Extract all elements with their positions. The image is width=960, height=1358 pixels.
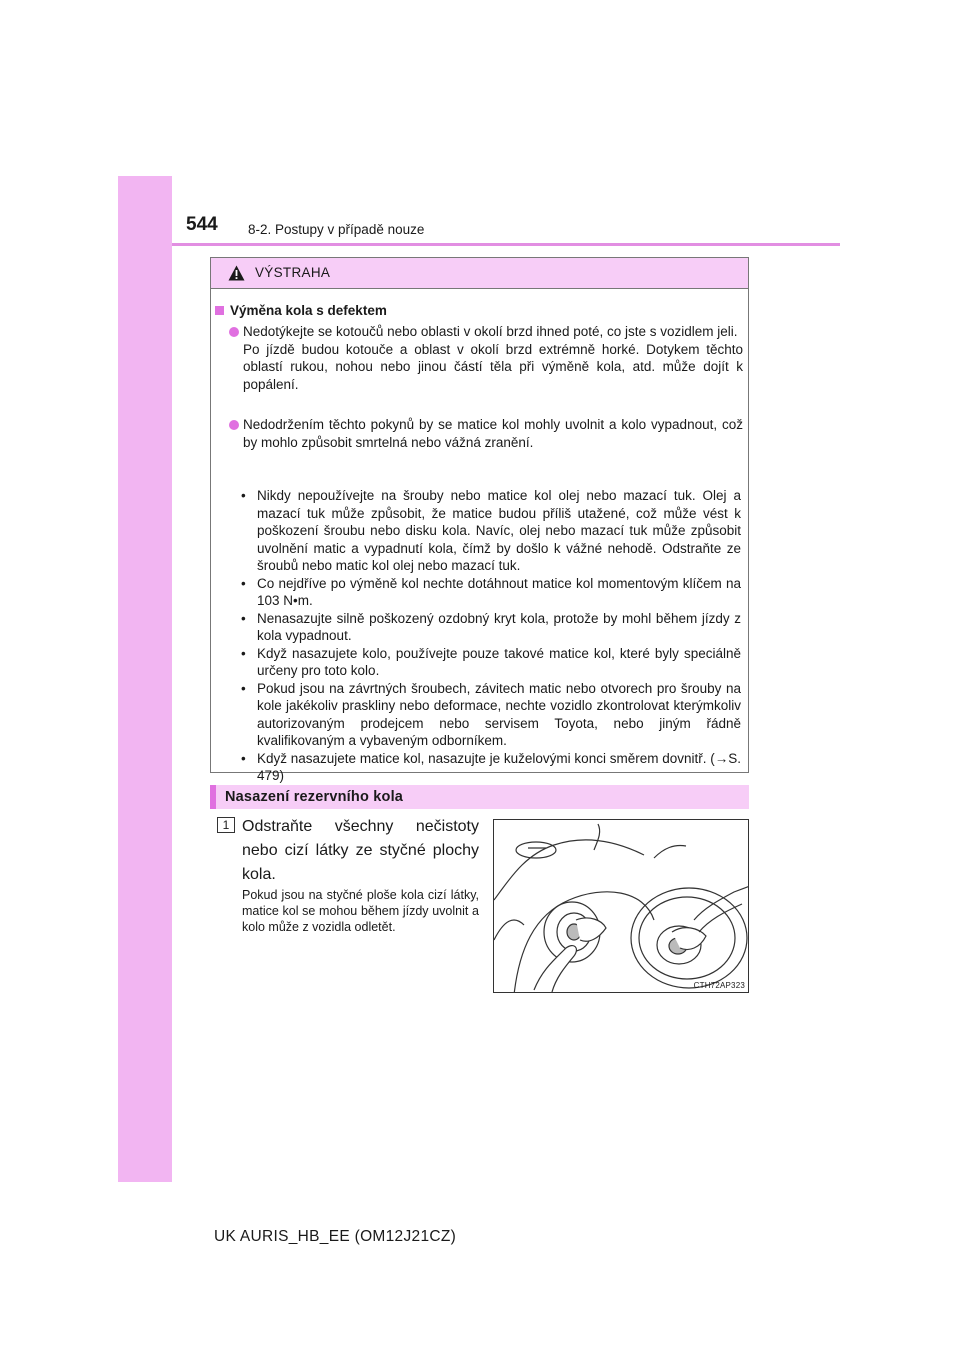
step-note: Pokud jsou na styčné ploše kola cizí látky, matice kol se mohou během jízdy uvolnit a kolo může z vozidla odletět. (242, 888, 479, 934)
page-number: 544 (186, 214, 218, 235)
warning-bullet-1-line-2: Po jízdě budou kotouče a oblast v okolí brzd extrémně horké. Dotykem těchto oblastí rukou, nohou nebo jinou částí těla při výměně kola, atd. může dojít k popálení. (243, 341, 743, 392)
list-item: • Nenasazujte silně poškozený ozdobný kryt kola, protože by mohl během jízdy z kola vypadnout. (239, 610, 741, 645)
warning-triangle-icon (228, 265, 245, 281)
warning-subheading-text: Výměna kola s defektem (230, 303, 387, 318)
list-item: • Nikdy nepoužívejte na šrouby nebo matice kol olej nebo mazací tuk. Olej a mazací tuk může způsobit, že matice budou příliš utažené, což může vést k poškození šroubu nebo disku kola. Navíc, olej nebo mazací tuk může způsobit uvolnění matic a vypadnutí kola, čímž by došlo k vážné nehodě. Odstraňte ze šroubů nebo matic kol olej nebo mazací tuk. (239, 487, 741, 575)
warning-sublist (239, 487, 741, 785)
illustration-figure (493, 819, 749, 993)
figure-code: CTH72AP323 (693, 981, 745, 990)
warning-subheading (215, 303, 387, 318)
list-item: • Pokud jsou na závrtných šroubech, závitech matic nebo otvorech pro šrouby na kole jakékoliv praskliny nebo deformace, nechte vozidlo zkontrolovat kterýmkoliv autorizovaným prodejcem nebo servisem Toyota, nebo jiným řádně kvalifikovaným a vybaveným odborníkem. (239, 680, 741, 750)
section-heading: Nasazení rezervního kola (225, 789, 404, 805)
warning-title: VÝSTRAHA (255, 265, 331, 280)
section-heading-bar (210, 785, 749, 809)
round-bullet-icon (229, 327, 239, 337)
wheel-cleaning-illustration (494, 820, 749, 993)
footer-model-code: UK AURIS_HB_EE (OM12J21CZ) (214, 1228, 457, 1245)
list-item: • Když nasazujete matice kol, nasazujte je kuželovými konci směrem dovnitř. (→S. 479) (239, 750, 741, 785)
list-item: • Když nasazujete kolo, používejte pouze takové matice kol, které byly speciálně určeny pro toto kolo. (239, 645, 741, 680)
warning-bullet-1 (229, 323, 743, 393)
step-number-badge: 1 (217, 817, 235, 833)
square-bullet-icon (215, 306, 224, 315)
warning-box (210, 257, 749, 783)
step-instruction: Odstraňte všechny nečistoty nebo cizí látky ze styčné plochy kola. (242, 818, 479, 883)
list-item: • Co nejdříve po výměně kol nechte dotáhnout matice kol momentovým klíčem na 103 N•m. (239, 575, 741, 610)
warning-bullet-2-text: Nedodržením těchto pokynů by se matice kol mohly uvolnit a kolo vypadnout, což by mohlo způsobit smrtelná nebo vážná zranění. (243, 417, 743, 450)
header-rule (172, 243, 840, 246)
round-bullet-icon (229, 420, 239, 430)
section-title: 8-2. Postupy v případě nouze (248, 222, 425, 237)
chapter-sidebar-tab (118, 176, 172, 1182)
warning-header (211, 258, 748, 289)
warning-bullet-1-line-1: Nedotýkejte se kotoučů nebo oblasti v okolí brzd ihned poté, co jste s vozidlem jeli. (243, 324, 738, 339)
warning-bullet-2 (229, 416, 743, 451)
